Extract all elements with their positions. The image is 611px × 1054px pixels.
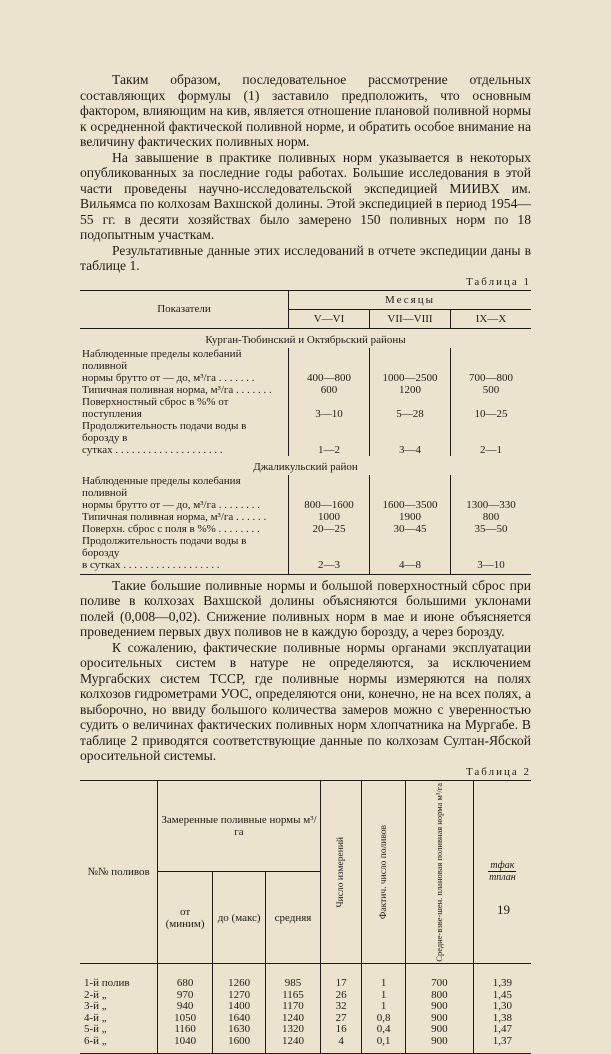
cell-value: 10—25 (451, 396, 532, 420)
cell-ratio: 1,37 (473, 1036, 531, 1054)
table2-header-measured: Замеренные поливные нормы м³/га (158, 780, 321, 872)
paragraph-5: К сожалению, фактические поливные нормы органами эксплуатации оросительных систем в натуре не определяются, за исключением Мургабских систем ТССР, где поливные нормы измеряются на полях колхозов гидрометрами УОС, определяются они, конечно, не на всех полях, а выборочно, но ввиду большого количества замеров можно с уверенностью судить о величинах фактических поливных норм хлопчатника на Мургабе. В таблице 2 приводятся соответствующие данные по колхозам Султан-Ябской оросительной системы. (80, 640, 531, 764)
watering-name: 6-й „ (80, 1036, 158, 1054)
cell-plan: 800 (405, 990, 473, 1002)
table-row (80, 348, 531, 384)
row-label-line: Продолжительность подачи воды в борозду в (82, 420, 286, 444)
cell-avg: 985 (266, 964, 321, 990)
table2-header-avg: средняя (266, 872, 321, 964)
cell-value: 3—10 (289, 396, 370, 420)
row-label-line: нормы брутто от — до, м³/га . . . . . . . . (82, 499, 286, 511)
cell-avg: 1240 (266, 1036, 321, 1054)
row-label-line: Наблюденные пределы колебаний поливной (82, 348, 286, 372)
paragraph-3: Результативные данные этих исследований в отчете экспедиции даны в таблице 1. (80, 243, 531, 274)
cell-actual: 1 (362, 990, 405, 1002)
cell-value: 1—2 (289, 420, 370, 456)
cell-min: 1050 (158, 1013, 213, 1025)
table1-section-heading (80, 456, 531, 475)
spacer-cell (451, 571, 532, 575)
table-row (80, 1013, 531, 1025)
cell-ratio: 1,47 (473, 1024, 531, 1036)
table2-header-min: от (миним) (158, 872, 213, 964)
cell-max: 1270 (213, 990, 266, 1002)
table2-header-max: до (макс) (213, 872, 266, 964)
row-label-line: сутках . . . . . . . . . . . . . . . . . . . . (82, 444, 286, 456)
table2-caption: Таблица 2 (80, 766, 531, 778)
row-label (80, 396, 289, 420)
spacer-cell (370, 571, 451, 575)
paragraph-1: Таким образом, последовательное рассмотрение отдельных составляющих формулы (1) заставило предположить, что основным фактором, влияющим на кив, является отношение плановой поливной нормы к осредненной фактической поливной норме, и обратить особое внимание на величину фактических поливных норм. (80, 72, 531, 150)
row-label-line: Продолжительность подачи воды в борозду (82, 535, 286, 559)
cell-max: 1400 (213, 1001, 266, 1013)
cell-value: 1000—2500 (370, 348, 451, 384)
paragraph-4: Такие большие поливные нормы и большой поверхностный сброс при поливе в колхозах Вахшской долины объясняются большими уклонами полей (0,008—0,02). Снижение поливных норм в мае и июне объясняется проведением первых двух поливов не в каждую борозду, а через борозду. (80, 578, 531, 640)
table-row (80, 396, 531, 420)
spacer-cell (80, 571, 289, 575)
table1-header-months: Месяцы (289, 290, 532, 309)
table1-header-indicators: Показатели (80, 290, 289, 328)
cell-value: 5—28 (370, 396, 451, 420)
row-label (80, 420, 289, 456)
cell-value: 2—3 (289, 535, 370, 571)
cell-value: 3—10 (451, 535, 532, 571)
table2-header-weighted-plan: Средне-взве-шен. плановая поливная норма м³/га (405, 780, 473, 964)
cell-value: 1600—3500 (370, 475, 451, 511)
row-label-line: в сутках . . . . . . . . . . . . . . . . . . (82, 559, 286, 571)
cell-value: 500 (451, 384, 532, 396)
table-row (80, 1036, 531, 1054)
cell-count: 32 (320, 1001, 362, 1013)
watering-name: 5-й „ (80, 1024, 158, 1036)
cell-avg: 1170 (266, 1001, 321, 1013)
table1-section-heading (80, 328, 531, 348)
table-row (80, 384, 531, 396)
row-label (80, 384, 289, 396)
cell-plan: 700 (405, 964, 473, 990)
cell-plan: 900 (405, 1001, 473, 1013)
cell-plan: 900 (405, 1013, 473, 1025)
cell-value: 3—4 (370, 420, 451, 456)
cell-min: 940 (158, 1001, 213, 1013)
table-row (80, 990, 531, 1002)
table2-header-count: Число измерений (320, 780, 362, 964)
section-title: Курган-Тюбинский и Октябрьский районы (80, 328, 531, 348)
watering-name: 3-й „ (80, 1001, 158, 1013)
cell-value: 30—45 (370, 523, 451, 535)
row-label-line: Типичная поливная норма, м³/га . . . . . . (82, 511, 286, 523)
cell-avg: 1240 (266, 1013, 321, 1025)
table2-header-waterings: №№ поливов (80, 780, 158, 964)
row-label-line: Типичная поливная норма, м³/га . . . . . . . (82, 384, 286, 396)
row-label-line: нормы брутто от — до, м³/га . . . . . . . (82, 372, 286, 384)
cell-value: 1000 (289, 511, 370, 523)
row-label (80, 535, 289, 571)
table2-header-ratio (473, 780, 531, 964)
row-label-line: Поверхностный сброс в %% от поступления (82, 396, 286, 420)
cell-actual: 1 (362, 964, 405, 990)
table-row (80, 420, 531, 456)
row-label-line: Поверхн. сброс с поля в %% . . . . . . . . (82, 523, 286, 535)
cell-count: 27 (320, 1013, 362, 1025)
cell-plan: 900 (405, 1036, 473, 1054)
cell-actual: 0,1 (362, 1036, 405, 1054)
cell-value: 20—25 (289, 523, 370, 535)
cell-count: 4 (320, 1036, 362, 1054)
cell-min: 1160 (158, 1024, 213, 1036)
cell-value: 35—50 (451, 523, 532, 535)
ratio-fraction (488, 860, 516, 884)
table-1 (80, 290, 531, 575)
cell-count: 17 (320, 964, 362, 990)
cell-avg: 1320 (266, 1024, 321, 1036)
cell-max: 1260 (213, 964, 266, 990)
table1-month-col: VII—VIII (370, 309, 451, 328)
ratio-denominator: mплан (489, 872, 516, 883)
cell-min: 680 (158, 964, 213, 990)
cell-max: 1640 (213, 1013, 266, 1025)
row-label (80, 475, 289, 511)
table1-month-col: V—VI (289, 309, 370, 328)
row-label-line: Наблюденные пределы колебания поливной (82, 475, 286, 499)
table1-caption: Таблица 1 (80, 276, 531, 288)
cell-value: 400—800 (289, 348, 370, 384)
cell-max: 1600 (213, 1036, 266, 1054)
cell-max: 1630 (213, 1024, 266, 1036)
cell-value: 1900 (370, 511, 451, 523)
cell-value: 800—1600 (289, 475, 370, 511)
cell-value: 2—1 (451, 420, 532, 456)
cell-ratio: 1,45 (473, 990, 531, 1002)
table-row (80, 1001, 531, 1013)
cell-min: 1040 (158, 1036, 213, 1054)
cell-min: 970 (158, 990, 213, 1002)
cell-actual: 1 (362, 1001, 405, 1013)
table-row (80, 1024, 531, 1036)
table-spacer (80, 571, 531, 575)
cell-value: 4—8 (370, 535, 451, 571)
row-label (80, 511, 289, 523)
watering-name: 2-й „ (80, 990, 158, 1002)
paragraph-2: На завышение в практике поливных норм указывается в некоторых опубликованных за последние годы работах. Большие исследования в этой части проведены научно-исследовательской экспедицией МИИВХ им. Вильямса по колхозам Вахшской долины. Этой экспедицией в период 1954—55 гг. в десяти хозяйствах было замерено 150 поливных норм по 18 подопытным участкам. (80, 150, 531, 243)
table2-header-actual-count: Фактич. число поливов (362, 780, 405, 964)
cell-plan: 900 (405, 1024, 473, 1036)
cell-value: 800 (451, 511, 532, 523)
cell-actual: 0,4 (362, 1024, 405, 1036)
cell-ratio: 1,38 (473, 1013, 531, 1025)
section-title: Джаликульский район (80, 456, 531, 475)
cell-count: 26 (320, 990, 362, 1002)
table-row (80, 475, 531, 511)
ratio-numerator: mфак (488, 860, 516, 872)
page-number: 19 (497, 902, 510, 918)
cell-value: 1200 (370, 384, 451, 396)
table-row (80, 535, 531, 571)
table-row (80, 964, 531, 990)
watering-name: 1-й полив (80, 964, 158, 990)
table-2 (80, 780, 531, 1054)
row-label (80, 523, 289, 535)
cell-value: 700—800 (451, 348, 532, 384)
spacer-cell (289, 571, 370, 575)
cell-avg: 1165 (266, 990, 321, 1002)
cell-actual: 0,8 (362, 1013, 405, 1025)
cell-value: 600 (289, 384, 370, 396)
cell-value: 1300—330 (451, 475, 532, 511)
table-row (80, 523, 531, 535)
table1-month-col: IX—X (451, 309, 532, 328)
row-label (80, 348, 289, 384)
cell-count: 16 (320, 1024, 362, 1036)
cell-ratio: 1,39 (473, 964, 531, 990)
watering-name: 4-й „ (80, 1013, 158, 1025)
cell-ratio: 1,30 (473, 1001, 531, 1013)
table-row (80, 511, 531, 523)
